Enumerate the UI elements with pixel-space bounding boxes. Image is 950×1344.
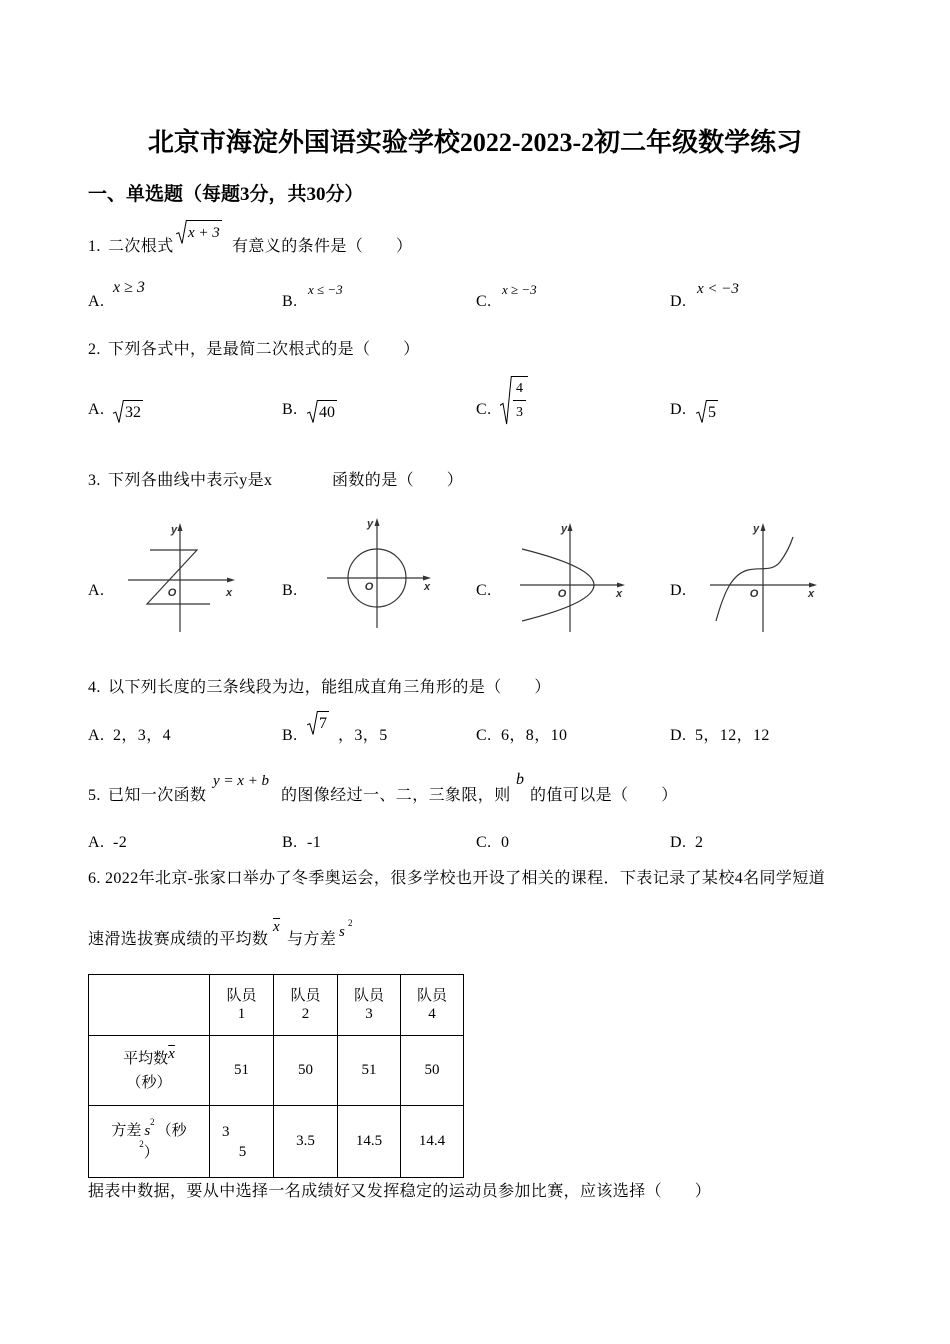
variance-unit-open: （秒 <box>156 1122 187 1139</box>
header-text: 队员 <box>416 988 447 1004</box>
variance-label: 方差 <box>111 1122 142 1139</box>
section-heading: 一、单选题（每题3分，共30分） <box>88 184 364 205</box>
q3-text-a: 下列各曲线中表示y是x <box>108 472 273 489</box>
mean-value-cell: 51 <box>210 1036 274 1106</box>
q2-option-b-label: B. <box>282 401 298 418</box>
header-number: 4 <box>428 1006 436 1022</box>
variance-exponent: 2 <box>150 1116 155 1127</box>
variance-value-line-1: 3 <box>222 1123 230 1140</box>
q4-option-b-sqrt <box>307 711 329 735</box>
header-cell-player-4 <box>401 975 464 1036</box>
fraction-numerator: 4 <box>513 381 526 401</box>
variance-symbol: s <box>144 1122 151 1139</box>
q2-option-c-sqrt-fraction <box>500 376 528 425</box>
q4-option-c-label: C. <box>476 727 492 744</box>
radical-sign <box>307 711 318 735</box>
q4-option-a-value: 2，3，4 <box>113 727 172 744</box>
mean-value-cell: 50 <box>401 1036 464 1106</box>
q5-option-c-value: 0 <box>501 834 510 851</box>
origin-label: O <box>749 588 759 600</box>
table-corner-cell <box>89 975 210 1036</box>
mean-unit: （秒） <box>126 1074 172 1091</box>
y-axis-arrow <box>568 523 573 531</box>
x-axis-arrow <box>809 583 817 588</box>
q5-option-c-label: C. <box>476 834 492 851</box>
q5-option-b-label: B. <box>282 834 298 851</box>
q5-option-a-value: -2 <box>113 834 128 851</box>
radical-sign <box>307 400 318 423</box>
q2-text: 下列各式中，是最简二次根式的是（ ） <box>108 341 420 358</box>
radical-sign <box>113 400 124 423</box>
header-number: 3 <box>365 1006 373 1022</box>
q1-radicand: x + 3 <box>187 220 222 244</box>
q4-option-b-label: B. <box>282 727 298 744</box>
q3-option-d-label: D. <box>670 582 687 599</box>
q5-option-d-value: 2 <box>695 834 704 851</box>
variance-value-line-2: 5 <box>238 1143 247 1160</box>
q2-option-d-sqrt <box>696 400 718 423</box>
header-number: 2 <box>301 1006 310 1022</box>
q1-option-a-value: x ≥ 3 <box>113 279 145 296</box>
q5-text-a: 已知一次函数 <box>108 787 207 804</box>
q3-graph-d <box>703 518 825 640</box>
variance-value-cell <box>210 1106 274 1178</box>
q1-option-c-value: x ≥ −3 <box>502 282 537 297</box>
variance-value-cell: 14.5 <box>338 1106 401 1178</box>
q2-option-b-sqrt <box>307 400 337 423</box>
y-axis-arrow <box>375 518 380 526</box>
table-row-mean <box>89 1036 464 1106</box>
header-text: 队员 <box>226 988 257 1004</box>
q1-option-d-value: x < −3 <box>697 281 739 297</box>
q6-number: 6. <box>88 870 101 887</box>
q1-option-c-label: C. <box>476 293 492 310</box>
q5-variable: b <box>516 771 524 788</box>
fraction <box>512 376 528 425</box>
q5-number: 5. <box>88 787 101 804</box>
mean-symbol: $\overline{x}$ <box>168 1045 175 1062</box>
page-title: 北京市海淀外国语实验学校2022-2023-2初二年级数学练习 <box>147 128 803 157</box>
origin-label: O <box>557 588 567 600</box>
q1-text-b: 有意义的条件是（ ） <box>232 238 413 255</box>
q2-option-b-radicand: 40 <box>318 400 337 423</box>
cubic-curve <box>716 537 793 621</box>
q6-variance-exponent: 2 <box>348 918 353 928</box>
q2-option-a-sqrt <box>113 400 143 423</box>
q1-number: 1. <box>88 238 101 255</box>
q6-variance-symbol: s <box>339 924 345 940</box>
q3-number: 3. <box>88 472 101 489</box>
q3-graph-c <box>512 518 632 640</box>
q2-option-d-radicand: 5 <box>707 400 718 423</box>
variance-unit-close: ） <box>143 1144 159 1161</box>
q3-option-b-label: B. <box>282 582 298 599</box>
table-row-variance <box>89 1106 464 1178</box>
x-axis-label: x <box>615 588 623 600</box>
mean-label: 平均数 <box>123 1050 169 1067</box>
mean-value-cell: 51 <box>338 1036 401 1106</box>
radical-sign <box>500 376 512 425</box>
header-cell-player-2 <box>274 975 338 1036</box>
y-axis-arrow <box>178 523 183 531</box>
x-axis-label: x <box>423 581 431 593</box>
header-cell-player-3 <box>338 975 401 1036</box>
q6-line2-b: 与方差 <box>287 931 337 948</box>
y-axis-label: y <box>366 518 374 530</box>
q5-text-c: 的值可以是（ ） <box>530 787 678 804</box>
header-number: 1 <box>237 1006 246 1022</box>
origin-label: O <box>364 581 374 593</box>
radical-sign <box>696 400 707 423</box>
x-axis-label: x <box>807 588 815 600</box>
mean-label-cell <box>89 1036 210 1106</box>
q2-option-a-radicand: 32 <box>124 400 143 423</box>
score-table <box>88 974 464 1178</box>
q2-number: 2. <box>88 341 101 358</box>
q5-option-a-label: A. <box>88 834 105 851</box>
y-axis-arrow <box>761 523 766 531</box>
q3-graph-b <box>320 512 438 637</box>
variance-unit-line <box>89 1138 209 1164</box>
y-axis-label: y <box>752 523 760 535</box>
x-axis-arrow <box>423 576 431 581</box>
q3-option-a-label: A. <box>88 582 105 599</box>
z-shaped-curve <box>147 550 210 604</box>
variance-label-line <box>89 1116 209 1142</box>
mean-label-line <box>89 1047 209 1071</box>
q2-option-a-label: A. <box>88 401 105 418</box>
q4-option-d-value: 5，12，12 <box>695 727 770 744</box>
q5-option-d-label: D. <box>670 834 687 851</box>
variance-value-cell: 3.5 <box>274 1106 338 1178</box>
q3-graph-a <box>120 515 245 640</box>
q4-number: 4. <box>88 679 101 696</box>
q1-option-b-label: B. <box>282 293 298 310</box>
radical-sign <box>176 220 187 244</box>
q6-mean-symbol: $\overline{x}$ <box>273 919 281 935</box>
q5-option-b-value: -1 <box>307 834 322 851</box>
q4-option-d-label: D. <box>670 727 687 744</box>
q6-line1: 2022年北京-张家口举办了冬季奥运会，很多学校也开设了相关的课程．下表记录了某校4名同学短道 <box>105 870 826 887</box>
q4-option-b-value: ，3，5 <box>338 727 388 744</box>
x-axis-label: x <box>225 587 233 599</box>
header-cell-player-1 <box>210 975 274 1036</box>
y-axis-label: y <box>170 524 178 536</box>
q2-option-d-label: D. <box>670 401 687 418</box>
q3-option-c-label: C. <box>476 582 492 599</box>
q5-text-b: 的图像经过一、二，三象限，则 <box>281 787 511 804</box>
variance-value-cell: 14.4 <box>401 1106 464 1178</box>
header-text: 队员 <box>353 988 384 1004</box>
x-axis-arrow <box>617 583 625 588</box>
q4-option-b-radicand: 7 <box>318 711 329 735</box>
q1-option-a-label: A. <box>88 293 105 310</box>
variance-label-cell <box>89 1106 210 1178</box>
y-axis-label: y <box>560 523 568 535</box>
q4-text: 以下列长度的三条线段为边，能组成直角三角形的是（ ） <box>108 679 551 696</box>
q1-sqrt-expression <box>176 220 222 244</box>
table-header-row <box>89 975 464 1036</box>
origin-label: O <box>167 587 177 599</box>
variance-unit-exponent: 2 <box>139 1138 144 1149</box>
mean-value-cell: 50 <box>274 1036 338 1106</box>
q4-option-a-label: A. <box>88 727 105 744</box>
q2-option-c-label: C. <box>476 401 492 418</box>
q4-option-c-value: 6，8，10 <box>501 727 568 744</box>
q1-option-b-value: x ≤ −3 <box>308 282 343 297</box>
q3-text-b: 函数的是（ ） <box>332 472 464 489</box>
header-text: 队员 <box>290 988 321 1004</box>
fraction-denominator: 3 <box>516 405 523 420</box>
q6-line2-a: 速滑选拔赛成绩的平均数 <box>88 931 269 948</box>
q6-after-table-text: 据表中数据，要从中选择一名成绩好又发挥稳定的运动员参加比赛，应该选择（ ） <box>88 1183 712 1200</box>
q1-option-d-label: D. <box>670 293 687 310</box>
q5-equation: y = x + b <box>213 773 270 789</box>
x-axis-arrow <box>227 578 235 583</box>
q1-text-a: 二次根式 <box>108 238 174 255</box>
